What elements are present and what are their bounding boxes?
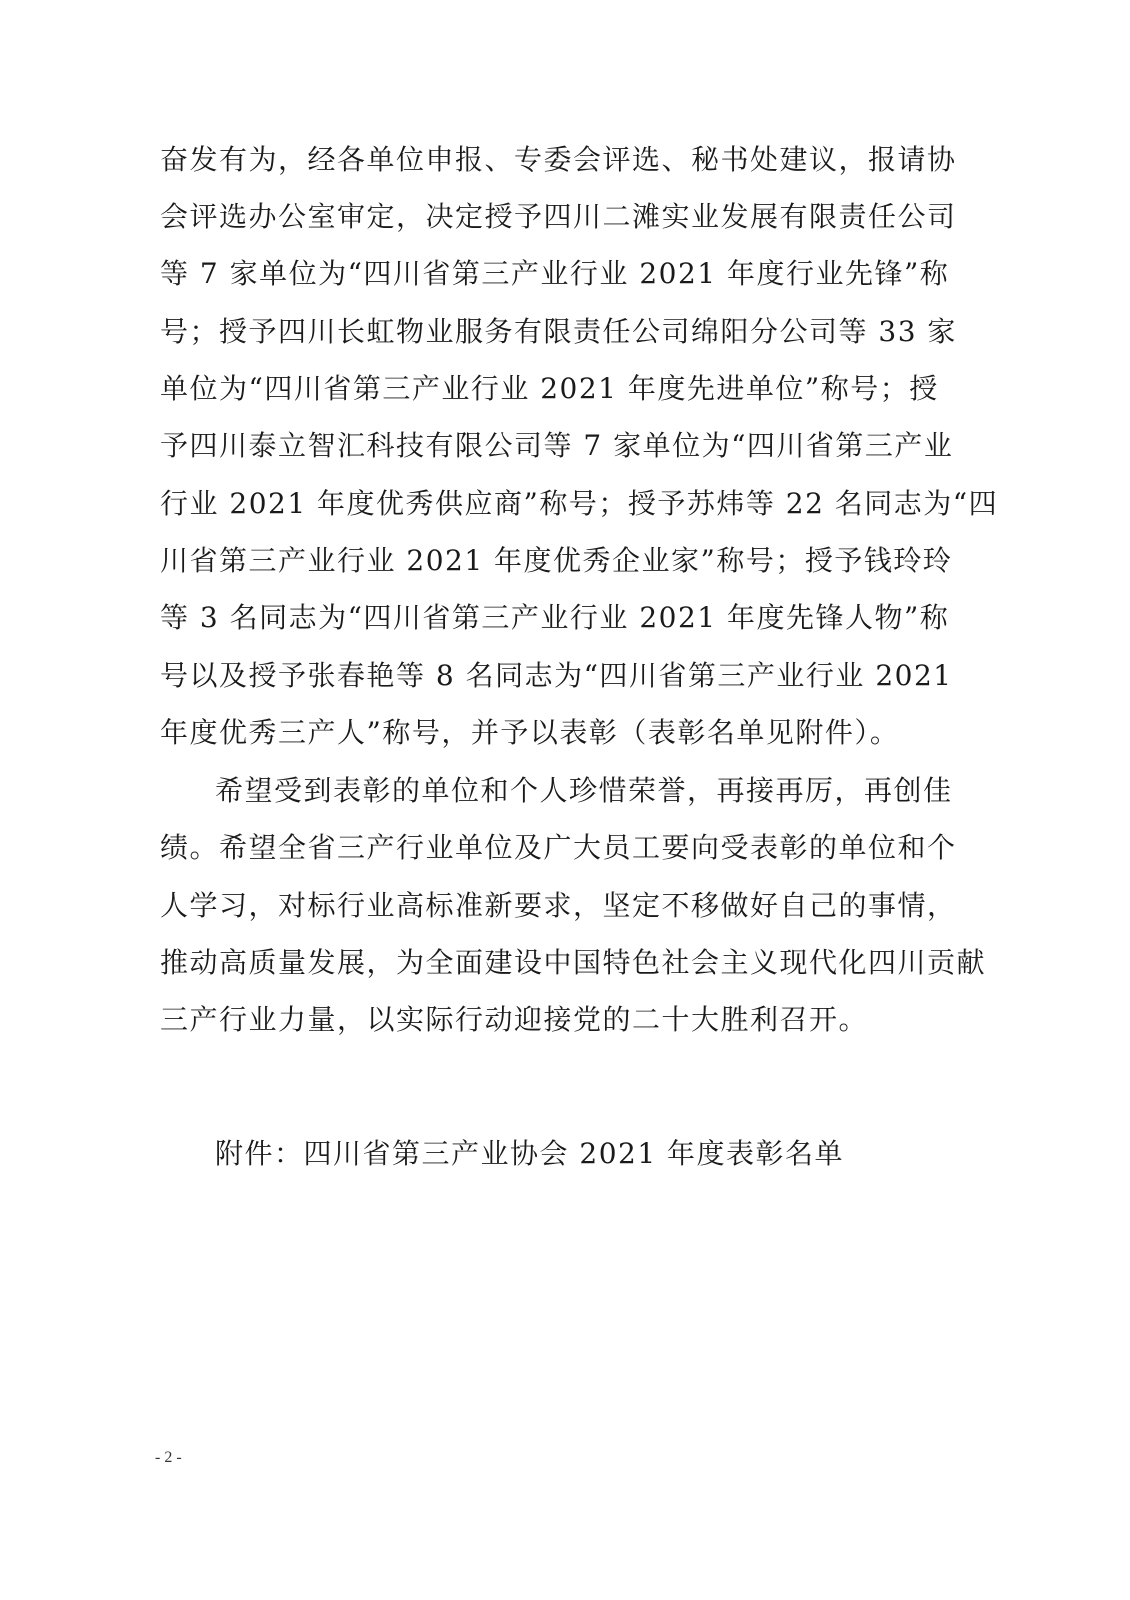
attachment-note: 附件：四川省第三产业协会 2021 年度表彰名单 bbox=[215, 1137, 845, 1170]
page-number: - 2 - bbox=[155, 1449, 182, 1466]
paragraph1-line-7: 行业 2021 年度优秀供应商”称号；授予苏炜等 22 名同志为“四 bbox=[160, 487, 999, 520]
paragraph1-line-3: 等 7 家单位为“四川省第三产业行业 2021 年度行业先锋”称 bbox=[160, 257, 950, 290]
paragraph1-line-9: 等 3 名同志为“四川省第三产业行业 2021 年度先锋人物”称 bbox=[160, 601, 950, 634]
paragraph1-line-6: 予四川泰立智汇科技有限公司等 7 家单位为“四川省第三产业 bbox=[160, 429, 954, 462]
paragraph1-line-11: 年度优秀三产人”称号，并予以表彰（表彰名单见附件）。 bbox=[160, 716, 900, 749]
paragraph2-line-1: 希望受到表彰的单位和个人珍惜荣誉，再接再厉，再创佳 bbox=[215, 774, 953, 807]
paragraph1-line-1: 奋发有为，经各单位申报、专委会评选、秘书处建议，报请协 bbox=[160, 143, 957, 176]
paragraph1-line-2: 会评选办公室审定，决定授予四川二滩实业发展有限责任公司 bbox=[160, 200, 957, 233]
paragraph1-line-5: 单位为“四川省第三产业行业 2021 年度先进单位”称号；授 bbox=[160, 372, 939, 405]
paragraph1-line-4: 号；授予四川长虹物业服务有限责任公司绵阳分公司等 33 家 bbox=[160, 315, 957, 348]
paragraph2-line-3: 人学习，对标行业高标准新要求，坚定不移做好自己的事情， bbox=[160, 889, 957, 922]
paragraph2-line-2: 绩。希望全省三产行业单位及广大员工要向受表彰的单位和个 bbox=[160, 831, 957, 864]
paragraph2-line-4: 推动高质量发展，为全面建设中国特色社会主义现代化四川贡献 bbox=[160, 946, 987, 979]
paragraph2-line-5: 三产行业力量，以实际行动迎接党的二十大胜利召开。 bbox=[160, 1003, 869, 1036]
paragraph1-line-8: 川省第三产业行业 2021 年度优秀企业家”称号；授予钱玲玲 bbox=[160, 544, 953, 577]
paragraph1-line-10: 号以及授予张春艳等 8 名同志为“四川省第三产业行业 2021 bbox=[160, 659, 953, 692]
